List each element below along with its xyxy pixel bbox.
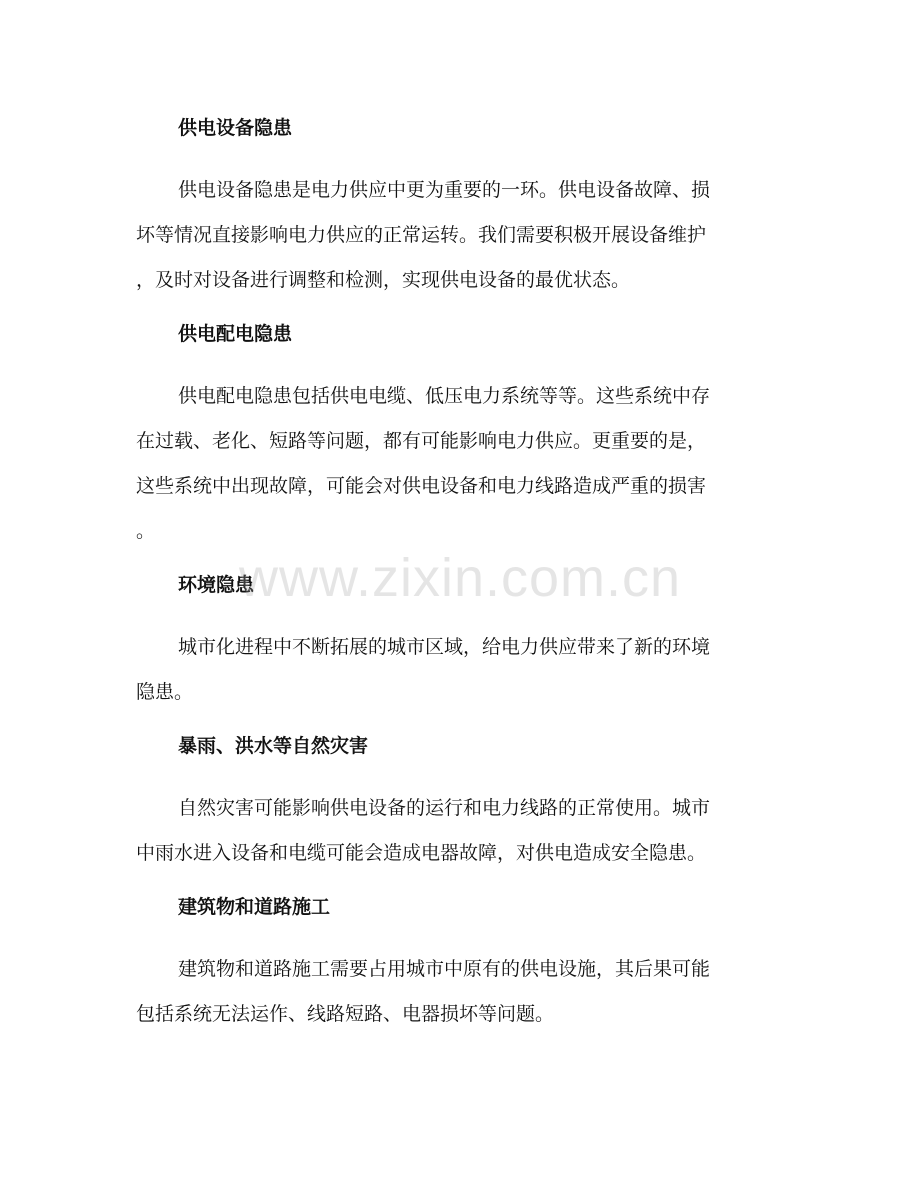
- section-paragraph: [136, 947, 772, 1037]
- paragraph-line: 隐患。: [136, 681, 194, 703]
- document-body: [136, 108, 772, 1048]
- paragraph-line: 自然灾害可能影响供电设备的运行和电力线路的正常使用。城市: [178, 797, 711, 819]
- paragraph-line: 城市化进程中不断拓展的城市区域，给电力供应带来了新的环境: [178, 636, 711, 658]
- paragraph-line: 建筑物和道路施工需要占用城市中原有的供电设施，其后果可能: [178, 958, 711, 980]
- paragraph-line: 供电设备隐患是电力供应中更为重要的一环。供电设备故障、损: [178, 179, 711, 201]
- section-heading: 环境隐患: [178, 574, 255, 596]
- section-heading: 暴雨、洪水等自然灾害: [178, 735, 369, 757]
- section-paragraph: [136, 786, 772, 876]
- paragraph-line: 坏等情况直接影响电力供应的正常运转。我们需要积极开展设备维护: [136, 224, 707, 246]
- section-heading: 建筑物和道路施工: [178, 896, 331, 918]
- section-paragraph: [136, 625, 772, 715]
- paragraph-line: 中雨水进入设备和电缆可能会造成电器故障，对供电造成安全隐患。: [136, 842, 707, 864]
- paragraph-line: 这些系统中出现故障，可能会对供电设备和电力线路造成严重的损害: [136, 475, 707, 497]
- paragraph-line: ，及时对设备进行调整和检测，实现供电设备的最优状态。: [136, 269, 631, 291]
- section-heading: 供电配电隐患: [178, 323, 293, 345]
- paragraph-line: 在过载、老化、短路等问题，都有可能影响电力供应。更重要的是，: [136, 430, 707, 452]
- paragraph-line: 包括系统无法运作、线路短路、电器损坏等问题。: [136, 1003, 555, 1025]
- paragraph-line: 。: [136, 520, 156, 542]
- section-heading: 供电设备隐患: [178, 117, 293, 139]
- watermark: www.zixin.com.cn: [238, 548, 682, 608]
- section-paragraph: [136, 168, 772, 303]
- paragraph-line: 供电配电隐患包括供电电缆、低压电力系统等等。这些系统中存: [178, 385, 711, 407]
- section-paragraph: [136, 374, 772, 554]
